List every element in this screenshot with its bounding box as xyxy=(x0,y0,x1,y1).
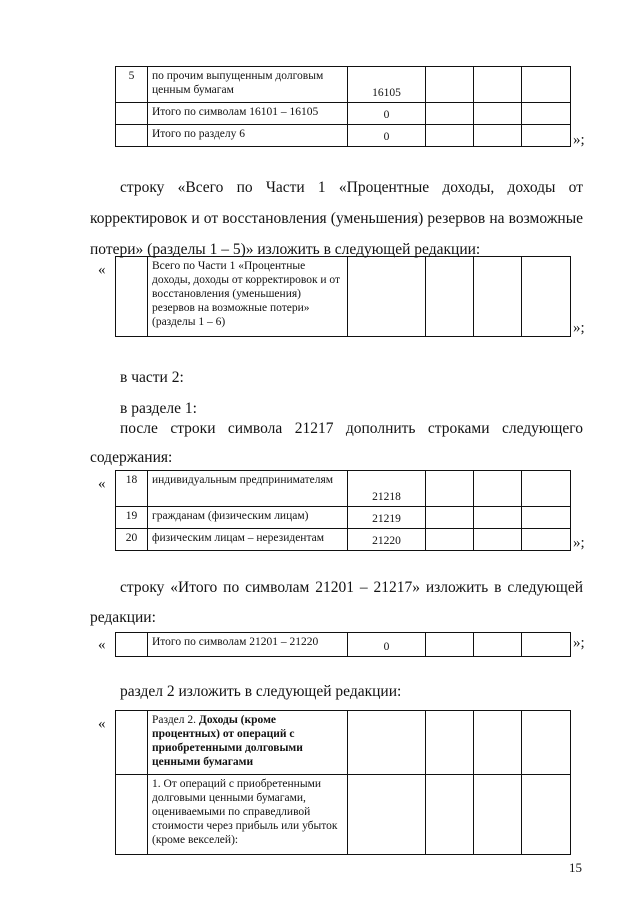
closing-quote-mark: »; xyxy=(573,132,585,148)
empty-cell xyxy=(522,711,571,775)
empty-cell xyxy=(522,633,571,657)
opening-quote-mark: « xyxy=(98,262,106,278)
table-row xyxy=(116,775,571,855)
empty-cell xyxy=(426,67,474,103)
table-row xyxy=(116,507,571,529)
empty-cell xyxy=(474,507,522,529)
empty-cell xyxy=(474,775,522,855)
row-label: физическим лицам – нерезидентам xyxy=(148,529,348,551)
row-label: Итого по символам 16101 – 16105 xyxy=(148,103,348,125)
opening-quote-mark: « xyxy=(98,716,106,732)
paragraph-section1: в разделе 1: xyxy=(120,400,197,417)
table-row xyxy=(116,103,571,125)
empty-cell xyxy=(426,775,474,855)
table-row xyxy=(116,529,571,551)
empty-cell xyxy=(426,471,474,507)
empty-cell xyxy=(522,507,571,529)
empty-cell xyxy=(116,257,148,337)
row-code: 16105 xyxy=(348,67,426,103)
paragraph-replace-total-part1: строку «Всего по Части 1 «Процентные доходы, доходы от корректировок и от восстановления (уменьшения) резервов на возможные потери» (разделы 1 – 5)» изложить в следующей редакции: xyxy=(90,179,583,258)
empty-cell xyxy=(474,257,522,337)
empty-cell xyxy=(474,125,522,147)
empty-cell xyxy=(348,711,426,775)
row-number xyxy=(116,125,148,147)
empty-cell xyxy=(426,633,474,657)
row-label: по прочим выпущенным долговым ценным бумагам xyxy=(148,67,348,103)
table-row xyxy=(116,257,571,337)
section-heading-bold: Доходы (кроме процентных) от операций с приобретенными долговыми ценными бумагами xyxy=(152,714,303,768)
empty-cell xyxy=(426,507,474,529)
empty-cell xyxy=(474,471,522,507)
paragraph-add-rows: после строки символа 21217 дополнить строками следующего содержания: xyxy=(90,420,583,466)
row-label: Всего по Части 1 «Процентные доходы, доходы от корректировок и от восстановления (уменьшения) резервов на возможные потери» (разделы 1 – 6) xyxy=(148,257,348,337)
table-row xyxy=(116,125,571,147)
empty-cell xyxy=(474,67,522,103)
table-part1-section6-totals xyxy=(115,66,571,147)
table-total-part1 xyxy=(115,256,571,337)
row-label: индивидуальным предпринимателям xyxy=(148,471,348,507)
row-code: 21220 xyxy=(348,529,426,551)
empty-cell xyxy=(426,103,474,125)
row-code: 0 xyxy=(348,125,426,147)
row-number: 19 xyxy=(116,507,148,529)
paragraph-part2: в части 2: xyxy=(120,369,184,386)
row-label: Итого по разделу 6 xyxy=(148,125,348,147)
section-heading-cell xyxy=(148,711,348,775)
empty-cell xyxy=(426,125,474,147)
table-row xyxy=(116,67,571,103)
empty-cell xyxy=(116,711,148,775)
row-label: гражданам (физическим лицам) xyxy=(148,507,348,529)
row-number: 20 xyxy=(116,529,148,551)
row-number xyxy=(116,103,148,125)
table-section2 xyxy=(115,710,571,855)
empty-cell xyxy=(522,125,571,147)
empty-cell xyxy=(522,529,571,551)
table-new-rows-21218-21220 xyxy=(115,470,571,551)
empty-cell xyxy=(474,529,522,551)
empty-cell xyxy=(474,103,522,125)
empty-cell xyxy=(522,103,571,125)
closing-quote-mark: »; xyxy=(573,635,585,651)
empty-cell xyxy=(348,257,426,337)
empty-cell xyxy=(348,775,426,855)
empty-cell xyxy=(116,633,148,657)
closing-quote-mark: »; xyxy=(573,320,585,336)
empty-cell xyxy=(474,633,522,657)
empty-cell xyxy=(116,775,148,855)
table-total-21201-21220 xyxy=(115,632,571,657)
row-code: 0 xyxy=(348,633,426,657)
empty-cell xyxy=(522,257,571,337)
empty-cell xyxy=(522,471,571,507)
row-label: 1. От операций с приобретенными долговыми ценными бумагами, оцениваемыми по справедливой стоимости через прибыль или убыток (кроме векселей): xyxy=(148,775,348,855)
table-row xyxy=(116,711,571,775)
opening-quote-mark: « xyxy=(98,476,106,492)
paragraph-replace-total-21201: строку «Итого по символам 21201 – 21217» изложить в следующей редакции: xyxy=(90,579,583,626)
paragraph-section2-new: раздел 2 изложить в следующей редакции: xyxy=(120,683,402,700)
table-row xyxy=(116,633,571,657)
row-number: 18 xyxy=(116,471,148,507)
row-code: 21219 xyxy=(348,507,426,529)
empty-cell xyxy=(474,711,522,775)
row-number: 5 xyxy=(116,67,148,103)
opening-quote-mark: « xyxy=(98,637,106,653)
table-row xyxy=(116,471,571,507)
empty-cell xyxy=(522,775,571,855)
row-code: 21218 xyxy=(348,471,426,507)
page-number: 15 xyxy=(569,860,582,875)
empty-cell xyxy=(426,257,474,337)
row-label: Итого по символам 21201 – 21220 xyxy=(148,633,348,657)
empty-cell xyxy=(426,711,474,775)
closing-quote-mark: »; xyxy=(573,535,585,551)
row-code: 0 xyxy=(348,103,426,125)
empty-cell xyxy=(522,67,571,103)
section-heading-prefix: Раздел 2. xyxy=(152,714,199,726)
empty-cell xyxy=(426,529,474,551)
